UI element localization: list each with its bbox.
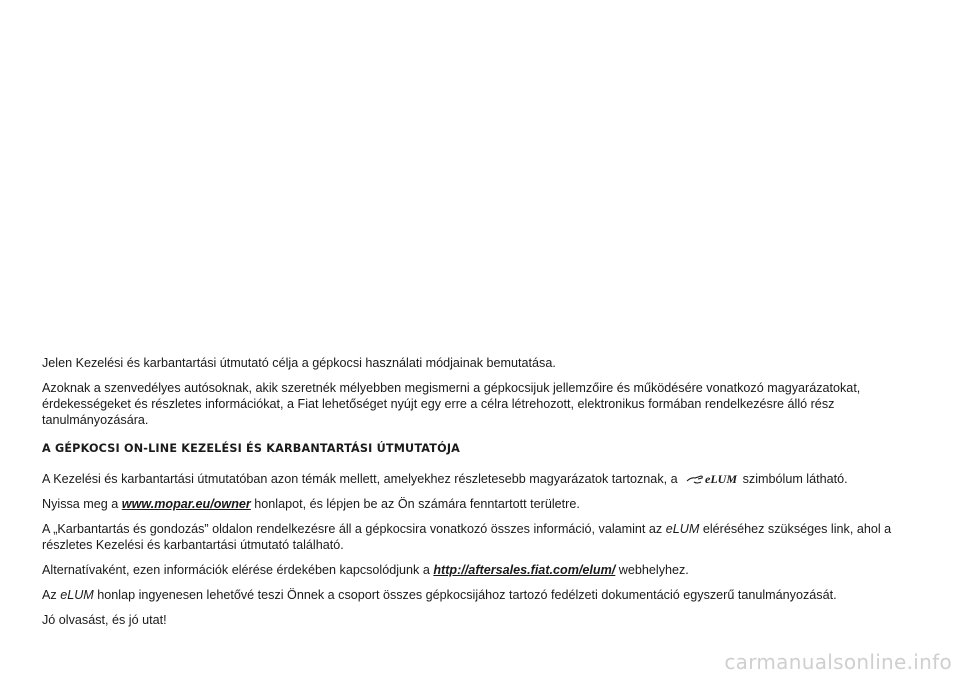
elum-icon-label: eLUM [705, 472, 738, 486]
elum-free-text-before: Az [42, 588, 57, 602]
elum-free-text-after: honlap ingyenesen lehetővé teszi Önnek a csoport összes gépkocsijához tartozó fedélzeti dokumentáció egyszerű tanulmányozását. [97, 588, 837, 602]
mopar-text-after: honlapot, és lépjen be az Ön számára fenntartott területre. [254, 497, 580, 511]
alternative-paragraph [42, 562, 904, 578]
elum-term-2: eLUM [60, 588, 94, 602]
aftersales-elum-link[interactable]: http://aftersales.fiat.com/elum/ [433, 563, 616, 577]
maintenance-text-after: eléréséhez szükséges link, ahol a részletes Kezelési és karbantartási útmutató található. [42, 522, 892, 552]
alternative-text-before: Alternatívaként, ezen információk elérése érdekében kapcsolódjunk a [42, 563, 430, 577]
manual-intro [42, 355, 904, 637]
intro-paragraph: Jelen Kezelési és karbantartási útmutató célja a gépkocsi használati módjainak bemutatása. [42, 356, 556, 370]
section-heading: A GÉPKOCSI ON-LINE KEZELÉSI ÉS KARBANTARTÁSI ÚTMUTATÓJA [42, 442, 461, 455]
mopar-paragraph [42, 496, 904, 512]
description-paragraph: Azoknak a szenvedélyes autósoknak, akik szeretnék mélyebben megismerni a gépkocsijuk jellemzőire és működésére vonatkozó magyarázatokat, érdekességeket és részletes információkat, a Fiat lehetőséget nyújt egy erre a célra létrehozott, elektronikus formában rendelkezésre álló rész tanulmányozására. [42, 381, 861, 427]
elum-hand-icon [685, 469, 738, 487]
alternative-text-after: webhelyhez. [618, 563, 689, 577]
elum-free-paragraph [42, 587, 904, 603]
elum-symbol-text-before: A Kezelési és karbantartási útmutatóban azon témák mellett, amelyekhez részletesebb magyarázatok tartoznak, a [42, 472, 678, 486]
closing-line: Jó olvasást, és jó utat! [42, 613, 167, 627]
maintenance-text-before: A „Karbantartás és gondozás” oldalon rendelkezésre áll a gépkocsira vonatkozó összes információ, valamint az [42, 522, 663, 536]
watermark: carmanualsonline.info [724, 650, 952, 674]
elum-term: eLUM [665, 522, 700, 536]
maintenance-paragraph [42, 521, 904, 553]
elum-symbol-paragraph [42, 469, 904, 487]
mopar-owner-link[interactable]: www.mopar.eu/owner [121, 497, 251, 511]
elum-symbol-text-after: szimbólum látható. [742, 472, 848, 486]
mopar-text-before: Nyissa meg a [42, 497, 119, 511]
